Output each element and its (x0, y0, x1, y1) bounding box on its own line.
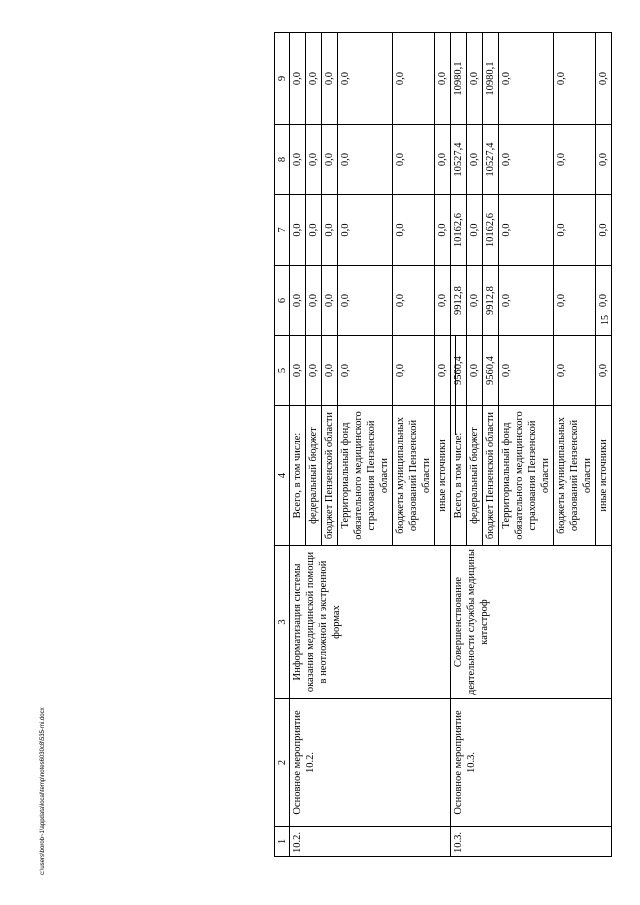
value-cell: 9912,8 (483, 266, 499, 336)
value-cell: 9560,4 (451, 336, 467, 406)
title-line: Информатизация системы оказания медицинской помощи (292, 551, 316, 693)
value-cell: 0,0 (306, 125, 322, 195)
value-cell: 0,0 (338, 33, 393, 125)
value-cell: 0,0 (290, 195, 306, 266)
header-cell: 5 (275, 336, 290, 406)
value-cell: 0,0 (393, 266, 435, 336)
funding-source-cell: Территориальный фонд обязательного медицинского страхования Пензенской области (499, 406, 554, 546)
funding-source-cell: бюджеты муниципальных образований Пензенской области (554, 406, 596, 546)
value-cell: 0,0 (393, 125, 435, 195)
value-cell: 0,0 (499, 125, 554, 195)
file-path-footer: c:\users\borob~1\appdata\local\temp\notes6030c8\535-mi.docx (40, 707, 46, 875)
value-cell: 0,0 (322, 266, 338, 336)
value-cell: 0,0 (435, 195, 451, 266)
funding-source-cell: иные источники (435, 406, 451, 546)
value-cell: 10162,6 (451, 195, 467, 266)
value-cell: 0,0 (322, 33, 338, 125)
funding-source-cell: бюджет Пензенской области (322, 406, 338, 546)
value-cell: 9912,8 (451, 266, 467, 336)
value-cell: 0,0 (554, 125, 596, 195)
value-cell: 0,0 (322, 195, 338, 266)
value-cell: 0,0 (338, 125, 393, 195)
value-cell: 0,0 (554, 336, 596, 406)
value-cell: 10980,1 (483, 33, 499, 125)
value-cell: 0,0 (435, 336, 451, 406)
title-cell (451, 546, 612, 699)
value-cell: 0,0 (306, 266, 322, 336)
title-line: Совершенствование деятельности службы медицины катастроф (453, 549, 490, 695)
value-cell: 10980,1 (451, 33, 467, 125)
header-cell: 1 (275, 827, 290, 857)
header-cell: 3 (275, 546, 290, 699)
title-line: в неотложной и экстренной формах (318, 560, 342, 684)
funding-table (274, 32, 612, 857)
value-cell: 10527,4 (483, 125, 499, 195)
value-cell: 0,0 (554, 33, 596, 125)
value-cell: 0,0 (290, 266, 306, 336)
value-cell: 0,0 (338, 195, 393, 266)
value-cell: 0,0 (499, 33, 554, 125)
page-number: 15 (600, 315, 611, 325)
value-cell: 0,0 (338, 336, 393, 406)
header-cell: 9 (275, 33, 290, 125)
value-cell: 0,0 (290, 336, 306, 406)
value-cell: 0,0 (596, 125, 612, 195)
header-row (275, 33, 290, 857)
table-row (451, 33, 467, 857)
funding-source-cell: бюджеты муниципальных образований Пензенской области (393, 406, 435, 546)
funding-source-cell: бюджет Пензенской области (483, 406, 499, 546)
value-cell: 0,0 (467, 195, 483, 266)
value-cell: 0,0 (467, 125, 483, 195)
funding-source-cell: Территориальный фонд обязательного медицинского страхования Пензенской области (338, 406, 393, 546)
value-cell: 0,0 (393, 336, 435, 406)
value-cell: 0,0 (499, 336, 554, 406)
value-cell: 0,0 (322, 336, 338, 406)
value-cell: 0,0 (290, 125, 306, 195)
value-cell: 10527,4 (451, 125, 467, 195)
value-cell: 0,0 (435, 125, 451, 195)
funding-source-cell: Всего, в том числе: (290, 406, 306, 546)
funding-source-cell: Всего, в том числе: (451, 406, 467, 546)
table-row (290, 33, 306, 857)
value-cell: 0,0 (306, 336, 322, 406)
row-number-cell: 10.3. (451, 827, 612, 857)
header-cell: 6 (275, 266, 290, 336)
value-cell: 0,0 (290, 33, 306, 125)
value-cell: 0,0 (596, 195, 612, 266)
funding-source-cell: иные источники (596, 406, 612, 546)
value-cell: 0,0 (306, 33, 322, 125)
title-cell (290, 546, 451, 699)
header-cell: 4 (275, 406, 290, 546)
value-cell: 0,0 (554, 195, 596, 266)
value-cell: 0,0 (322, 125, 338, 195)
value-cell: 0,0 (393, 33, 435, 125)
value-cell: 0,0 (306, 195, 322, 266)
value-cell: 9560,4 (483, 336, 499, 406)
header-cell: 2 (275, 699, 290, 827)
table-body (290, 33, 612, 857)
value-cell: 0,0 (435, 266, 451, 336)
funding-source-cell: федеральный бюджет (306, 406, 322, 546)
measure-cell: Основное мероприятие 10.2. (290, 699, 451, 827)
value-cell: 0,0 (554, 266, 596, 336)
value-cell: 0,0 (467, 266, 483, 336)
value-cell: 0,0 (596, 33, 612, 125)
measure-cell: Основное мероприятие 10.3. (451, 699, 612, 827)
value-cell: 0,0 (338, 266, 393, 336)
value-cell: 0,0 (467, 33, 483, 125)
value-cell: 0,0 (499, 266, 554, 336)
value-cell: 0,0 (467, 336, 483, 406)
value-cell: 0,0 (499, 195, 554, 266)
value-cell: 0,0 (596, 266, 612, 336)
header-cell: 8 (275, 125, 290, 195)
value-cell: 10162,6 (483, 195, 499, 266)
header-cell: 7 (275, 195, 290, 266)
value-cell: 0,0 (435, 33, 451, 125)
row-number-cell: 10.2. (290, 827, 451, 857)
funding-source-cell: федеральный бюджет (467, 406, 483, 546)
value-cell: 0,0 (393, 195, 435, 266)
value-cell: 0,0 (596, 336, 612, 406)
